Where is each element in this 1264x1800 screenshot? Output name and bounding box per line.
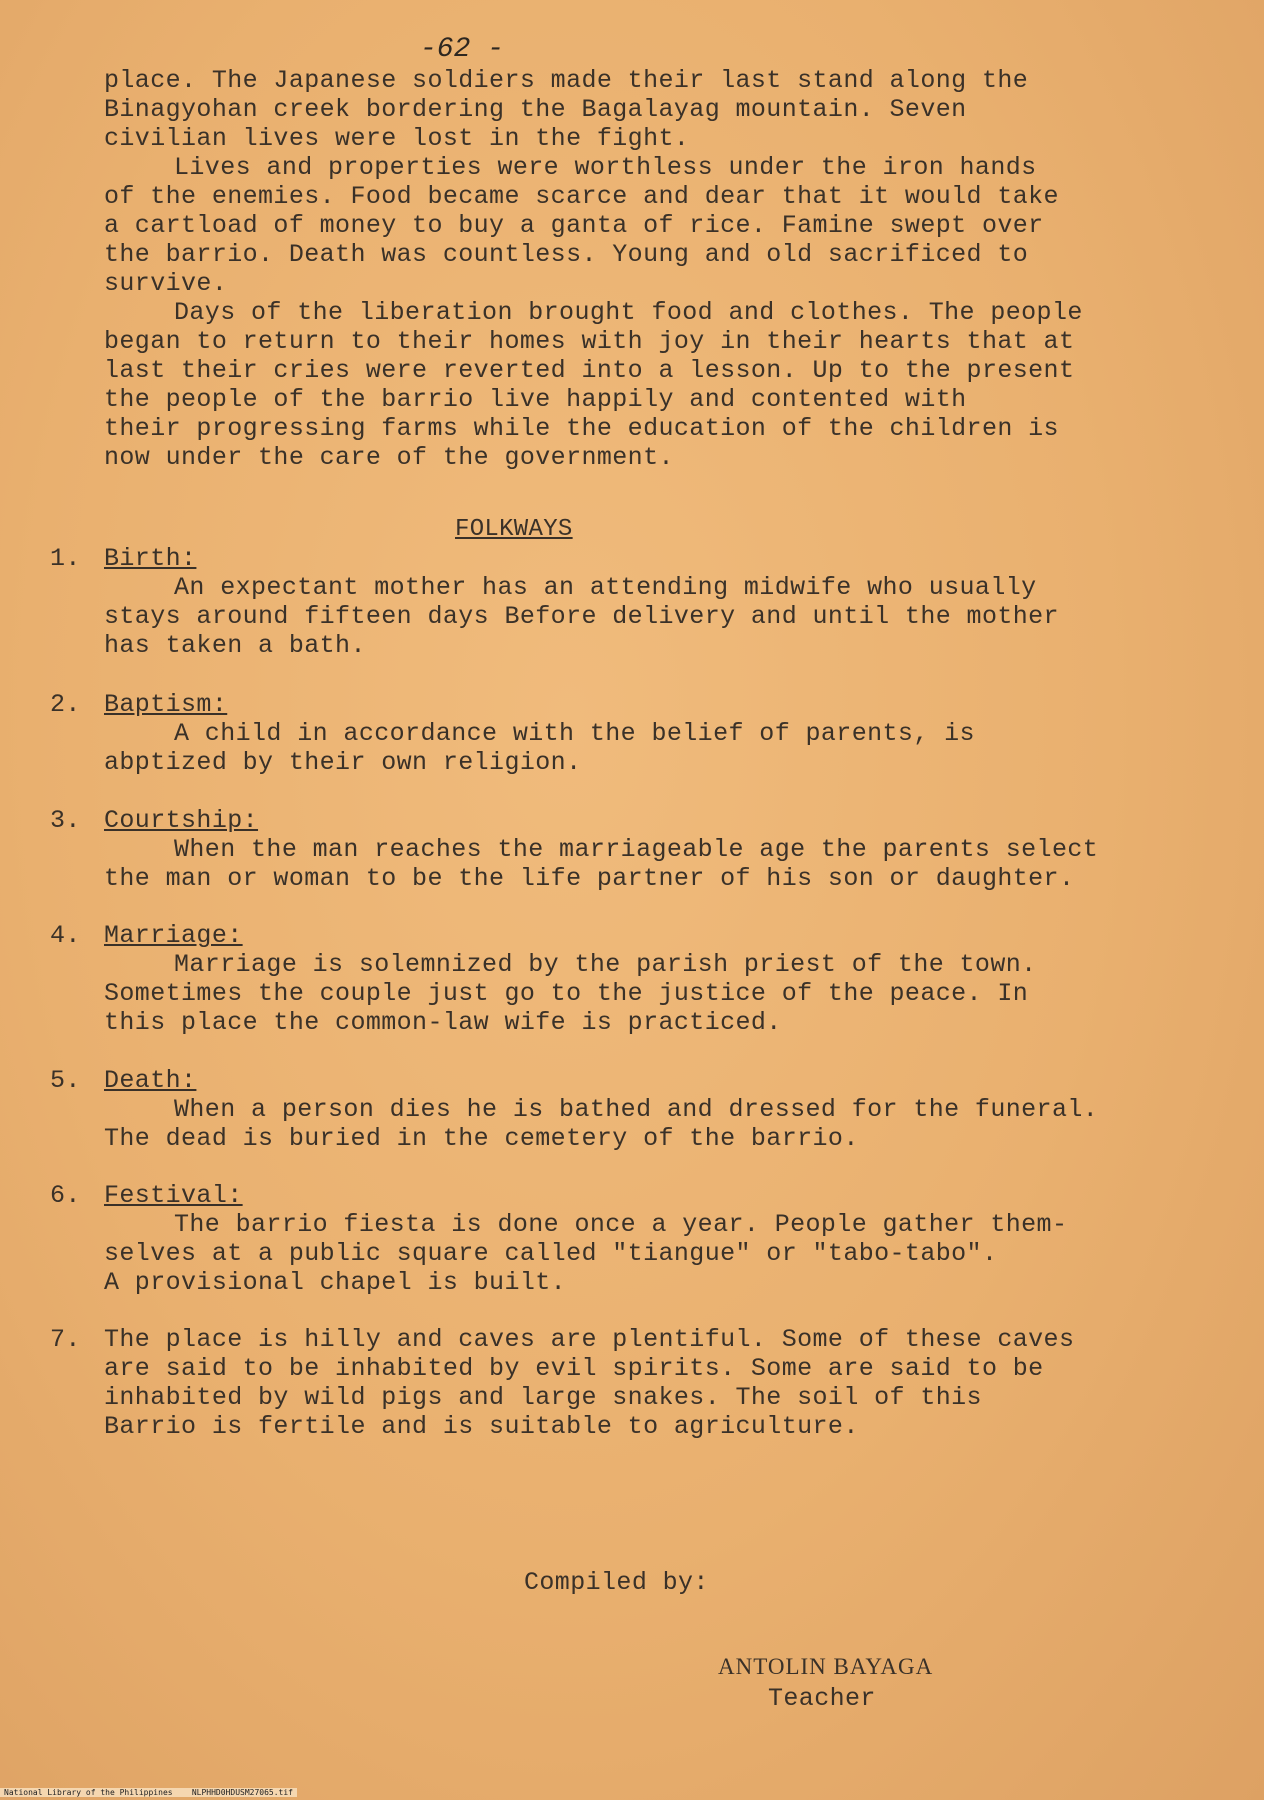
text-line: now under the care of the government.: [104, 443, 674, 472]
text-line: place. The Japanese soldiers made their last stand along the: [104, 66, 1029, 95]
item-number: 5.: [50, 1066, 81, 1095]
text-line: began to return to their homes with joy in their hearts that at: [104, 327, 1075, 356]
folkway-item-birth: [50, 544, 1240, 660]
history-text: [104, 66, 1244, 472]
text-line: civilian lives were lost in the fight.: [104, 124, 690, 153]
folkways-heading: FOLKWAYS: [455, 516, 573, 543]
signatory-role: Teacher: [768, 1684, 876, 1713]
text-line: The barrio fiesta is done once a year. People gather them-: [174, 1210, 1068, 1239]
text-line: are said to be inhabited by evil spirits. Some are said to be: [104, 1354, 1044, 1383]
text-line: Days of the liberation brought food and clothes. The people: [174, 298, 1083, 327]
text-line: A child in accordance with the belief of parents, is: [174, 719, 975, 748]
folkway-item-death: [50, 1066, 1240, 1153]
item-label: Death:: [104, 1066, 197, 1095]
item-label: Courtship:: [104, 806, 259, 835]
text-line: survive.: [104, 269, 228, 298]
text-line: the man or woman to be the life partner of his son or daughter.: [104, 864, 1075, 893]
text-line: of the enemies. Food became scarce and dear that it would take: [104, 182, 1059, 211]
text-line: a cartload of money to buy a ganta of rice. Famine swept over: [104, 211, 1044, 240]
text-line: last their cries were reverted into a lesson. Up to the present: [104, 356, 1075, 385]
signatory-name: ANTOLIN BAYAGA: [718, 1654, 934, 1679]
text-line: selves at a public square called "tiangue" or "tabo-tabo".: [104, 1239, 998, 1268]
text-line: A provisional chapel is built.: [104, 1268, 567, 1297]
text-line: the barrio. Death was countless. Young and old sacrificed to: [104, 240, 1029, 269]
text-line: The place is hilly and caves are plentiful. Some of these caves: [104, 1325, 1075, 1354]
item-number: 3.: [50, 806, 81, 835]
item-number: 1.: [50, 544, 81, 573]
text-line: Marriage is solemnized by the parish priest of the town.: [174, 950, 1037, 979]
item-number: 7.: [50, 1325, 81, 1354]
item-label: Birth:: [104, 544, 197, 573]
text-line: Sometimes the couple just go to the justice of the peace. In: [104, 979, 1029, 1008]
folkway-item-seven: [50, 1325, 1240, 1441]
item-number: 2.: [50, 690, 81, 719]
folkway-item-courtship: [50, 806, 1240, 893]
folkway-item-marriage: [50, 921, 1240, 1037]
text-line: the people of the barrio live happily and contented with: [104, 385, 967, 414]
scan-footer: National Library of the Philippines NLPHHD0HDUSM27065.tif: [0, 1788, 297, 1797]
text-line: When a person dies he is bathed and dressed for the funeral.: [174, 1095, 1099, 1124]
text-line: Binagyohan creek bordering the Bagalayag mountain. Seven: [104, 95, 967, 124]
item-label: Baptism:: [104, 690, 228, 719]
text-line: stays around fifteen days Before delivery and until the mother: [104, 602, 1059, 631]
text-line: their progressing farms while the education of the children is: [104, 414, 1059, 443]
text-line: inhabited by wild pigs and large snakes. The soil of this: [104, 1383, 982, 1412]
text-line: abptized by their own religion.: [104, 748, 582, 777]
text-line: this place the common-law wife is practiced.: [104, 1008, 782, 1037]
item-number: 6.: [50, 1181, 81, 1210]
text-line: An expectant mother has an attending midwife who usually: [174, 573, 1037, 602]
item-number: 4.: [50, 921, 81, 950]
item-label: Festival:: [104, 1181, 243, 1210]
text-line: Lives and properties were worthless under the iron hands: [174, 153, 1037, 182]
text-line: The dead is buried in the cemetery of the barrio.: [104, 1124, 859, 1153]
text-line: Barrio is fertile and is suitable to agriculture.: [104, 1412, 859, 1441]
compiled-by-label: Compiled by:: [524, 1568, 709, 1597]
folkway-item-baptism: [50, 690, 1240, 777]
text-line: has taken a bath.: [104, 631, 366, 660]
folkway-item-festival: [50, 1181, 1240, 1297]
item-label: Marriage:: [104, 921, 243, 950]
text-line: When the man reaches the marriageable age the parents select: [174, 835, 1099, 864]
page-number: -62 -: [420, 34, 505, 65]
